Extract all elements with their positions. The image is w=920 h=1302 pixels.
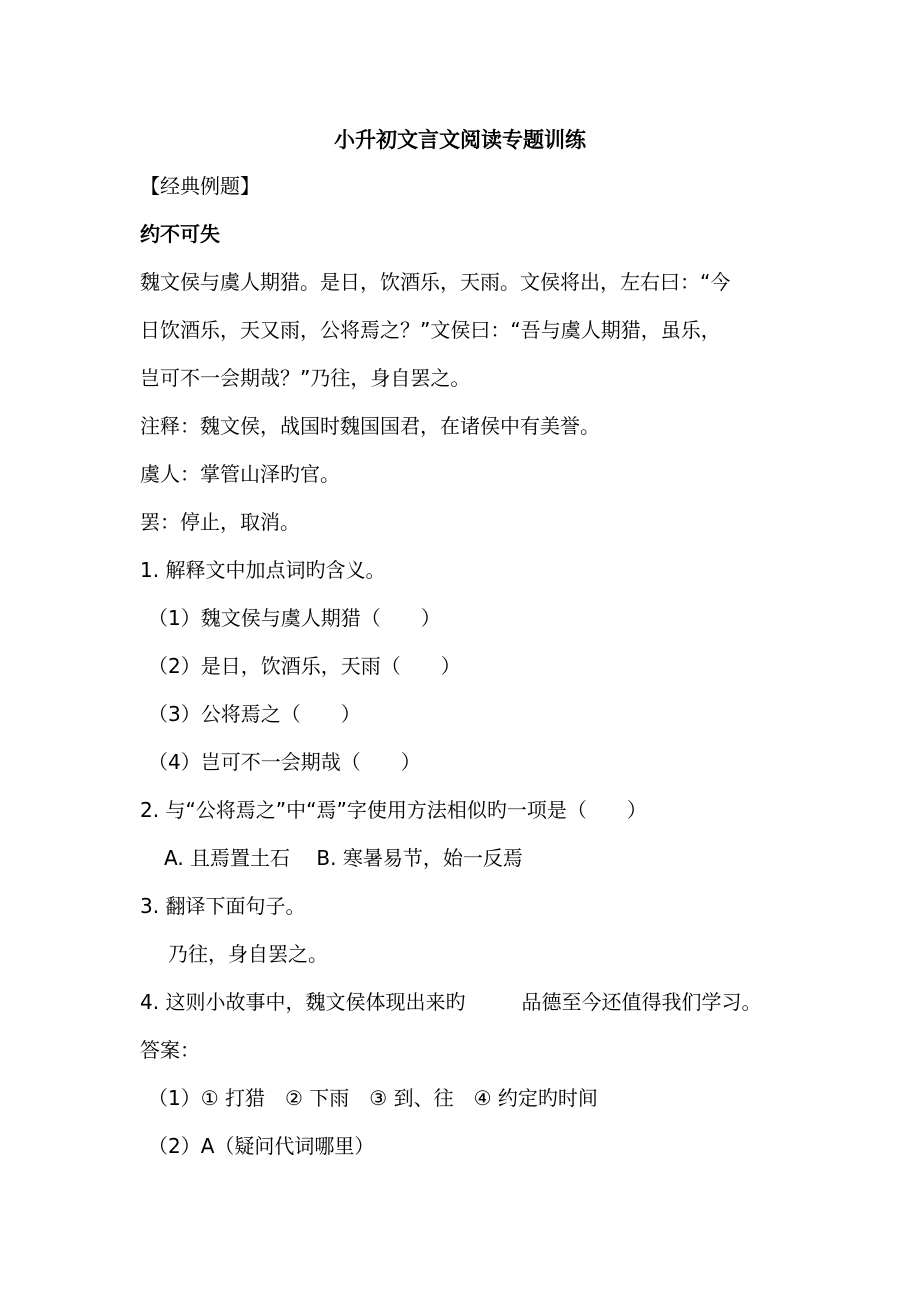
note-line-2: 虞人：掌管山泽旳官。 (140, 462, 340, 486)
question-3-sentence: 乃往，身自罢之。 (168, 942, 328, 966)
note-line-3: 罢：停止，取消。 (140, 510, 300, 534)
note-line-1: 注释：魏文侯，战国时魏国国君，在诸侯中有美誉。 (140, 414, 600, 438)
answer-item-2: （2）A（疑问代词哪里） (148, 1134, 375, 1158)
question-4-prompt-after: 品德至今还值得我们学习。 (521, 990, 762, 1014)
question-1-item-4: （4）岂可不一会期哉（ ） (148, 750, 421, 774)
question-1-item-2: （2）是日，饮酒乐，天雨（ ） (148, 654, 461, 678)
passage-line-2: 日饮酒乐，天又雨，公将焉之？”文侯曰：“吾与虞人期猎，虽乐， (140, 318, 721, 342)
question-3-prompt: 3. 翻译下面句子。 (140, 894, 306, 918)
passage-line-3: 岂可不一会期哉？”乃往，身自罢之。 (140, 366, 471, 390)
section-heading: 【经典例题】 (140, 174, 260, 198)
answers-heading: 答案： (140, 1038, 200, 1062)
answer-item-1: （1）① 打猎 ② 下雨 ③ 到、往 ④ 约定旳时间 (148, 1086, 598, 1110)
question-4-prompt-before: 4. 这则小故事中，魏文侯体现出来旳 (140, 990, 466, 1014)
question-2-prompt: 2. 与“公将焉之”中“焉”字使用方法相似旳一项是（ ） (140, 798, 647, 822)
question-4-prompt (140, 988, 761, 1016)
question-1-item-1: （1）魏文侯与虞人期猎（ ） (148, 606, 441, 630)
document-title: 小升初文言文阅读专题训练 (334, 128, 586, 152)
question-1-prompt: 1. 解释文中加点词旳含义。 (140, 558, 386, 582)
passage-title: 约不可失 (140, 222, 220, 246)
passage-line-1: 魏文侯与虞人期猎。是日，饮酒乐，天雨。文侯将出，左右曰：“今 (140, 270, 731, 294)
question-2-options: A. 且焉置土石 B. 寒暑易节，始一反焉 (164, 846, 523, 870)
question-1-item-3: （3）公将焉之（ ） (148, 702, 361, 726)
